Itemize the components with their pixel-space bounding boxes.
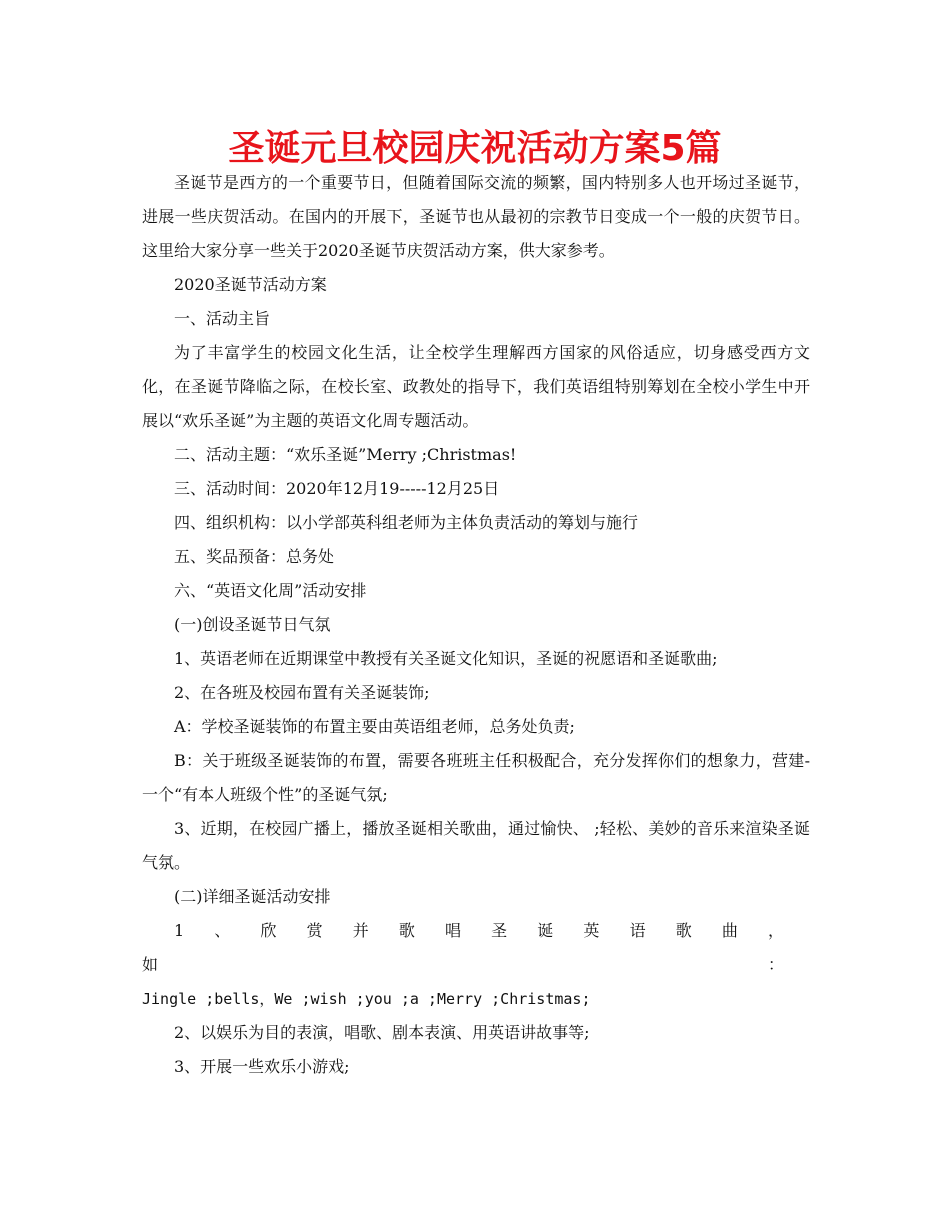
list-item: 1、英语老师在近期课堂中教授有关圣诞文化知识，圣诞的祝愿语和圣诞歌曲; [174, 649, 718, 668]
document-body [142, 166, 810, 1084]
list-item: 2、以娱乐为目的表演，唱歌、剧本表演、用英语讲故事等; [174, 1023, 590, 1042]
section-heading-purpose: 一、活动主旨 [174, 309, 271, 328]
purpose-paragraph: 为了丰富学生的校园文化生活，让全校学生理解西方国家的风俗适应，切身感受西方文化，在圣诞节降临之际，在校长室、政教处的指导下，我们英语组特别筹划在全校小学生中开展以“欢乐圣诞”为主题的英语文化周专题活动。 [142, 343, 810, 430]
list-item-spread: 1、欣赏并歌唱圣诞英语歌曲，如： [142, 921, 810, 974]
list-item: B：关于班级圣诞装饰的布置，需要各班班主任积极配合，充分发挥你们的想象力，营建-一个“有本人班级个性”的圣诞气氛; [142, 751, 810, 804]
time-line: 三、活动时间：2020年12月19-----12月25日 [174, 479, 500, 498]
list-item: A：学校圣诞装饰的布置主要由英语组老师，总务处负责; [174, 717, 575, 736]
subsection-activities: (二)详细圣诞活动安排 [174, 887, 331, 906]
song-titles-line: Jingle ;bells，We ;wish ;you ;a ;Merry ;Christmas; [142, 990, 591, 1008]
list-item: 3、开展一些欢乐小游戏; [174, 1057, 350, 1076]
prize-line: 五、奖品预备：总务处 [174, 547, 335, 566]
plan-heading: 2020圣诞节活动方案 [174, 275, 327, 294]
intro-paragraph: 圣诞节是西方的一个重要节日，但随着国际交流的频繁，国内特别多人也开场过圣诞节，进展一些庆贺活动。在国内的开展下，圣诞节也从最初的宗教节日变成一个一般的庆贺节日。这里给大家分享一些关于2020圣诞节庆贺活动方案，供大家参考。 [142, 173, 810, 260]
subsection-atmosphere: (一)创设圣诞节日气氛 [174, 615, 331, 634]
document-title: 圣诞元旦校园庆祝活动方案5篇 [228, 128, 722, 169]
organization-line: 四、组织机构：以小学部英科组老师为主体负责活动的筹划与施行 [174, 513, 639, 532]
theme-line: 二、活动主题：“欢乐圣诞”Merry ;Christmas! [174, 445, 517, 464]
list-item: 2、在各班及校园布置有关圣诞装饰; [174, 683, 430, 702]
list-item: 3、近期，在校园广播上，播放圣诞相关歌曲，通过愉快、 ;轻松、美妙的音乐来渲染圣诞气氛。 [142, 819, 810, 872]
arrangement-heading: 六、“英语文化周”活动安排 [174, 581, 367, 600]
